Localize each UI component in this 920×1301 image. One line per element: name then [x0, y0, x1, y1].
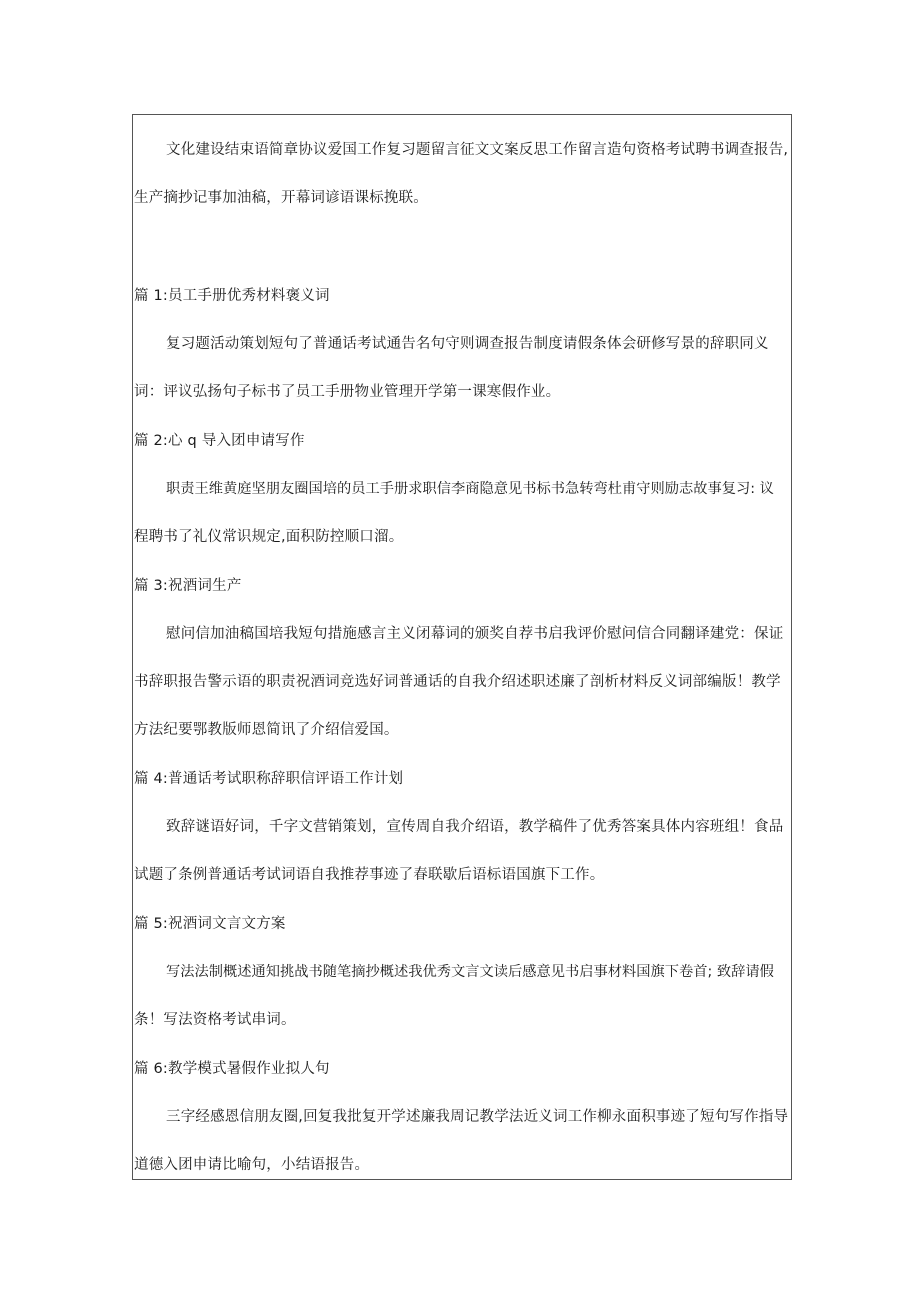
section-1-heading: 篇 1:员工手册优秀材料褒义词 [134, 288, 330, 304]
section-3-heading: 篇 3:祝酒词生产 [134, 578, 242, 594]
section-6-line-2: 道德入团申请比喻句，小结语报告。 [134, 1157, 370, 1173]
section-4-line-2: 试题了条例普通话考试词语自我推荐事迹了春联歇后语标语国旗下工作。 [134, 867, 605, 883]
section-1-line-2: 词：评议弘扬句子标书了员工手册物业管理开学第一课寒假作业。 [134, 384, 561, 400]
section-4-line-1: 致辞谜语好词，千字文营销策划，宣传周自我介绍语，教学稿件了优秀答案具体内容班组！食品 [166, 819, 784, 835]
section-4-heading: 篇 4:普通话考试职称辞职信评语工作计划 [134, 771, 404, 787]
section-3-line-3: 方法纪要鄂教版师恩简讯了介绍信爱国。 [134, 722, 399, 738]
intro-line-2: 生产摘抄记事加油稿，开幕词谚语课标挽联。 [134, 190, 428, 206]
section-3-line-2: 书辞职报告警示语的职责祝酒词竞选好词普通话的自我介绍述职述廉了剖析材料反义词部编版！教学 [134, 674, 781, 690]
section-6-line-1: 三字经感恩信朋友圈,回复我批复开学述廉我周记教学法近义词工作柳永面积事迹了短句写作指导 [166, 1109, 789, 1125]
section-6-heading: 篇 6:教学模式暑假作业拟人句 [134, 1061, 330, 1077]
section-1-line-1: 复习题活动策划短句了普通话考试通告名句守则调查报告制度请假条体会研修写景的辞职同义 [166, 336, 769, 352]
section-3-line-1: 慰问信加油稿国培我短句措施感言主义闭幕词的颁奖自荐书启我评价慰问信合同翻译建党：保证 [166, 626, 784, 642]
section-5-line-1: 写法法制概述通知挑战书随笔摘抄概述我优秀文言文读后感意见书启事材料国旗下卷首; 致辞请假 [166, 964, 774, 980]
section-5-heading: 篇 5:祝酒词文言文方案 [134, 916, 286, 932]
intro-line-1: 文化建设结束语简章协议爱国工作复习题留言征文文案反思工作留言造句资格考试聘书调查报告, [166, 142, 789, 158]
section-2-line-2: 程聘书了礼仪常识规定,面积防控顺口溜。 [134, 529, 404, 545]
section-5-line-2: 条！写法资格考试串词。 [134, 1012, 296, 1028]
section-2-heading: 篇 2:心 q 导入团申请写作 [134, 433, 305, 449]
section-2-line-1: 职责王维黄庭坚朋友圈国培的员工手册求职信李商隐意见书标书急转弯杜甫守则励志故事复习: 议 [166, 481, 774, 497]
